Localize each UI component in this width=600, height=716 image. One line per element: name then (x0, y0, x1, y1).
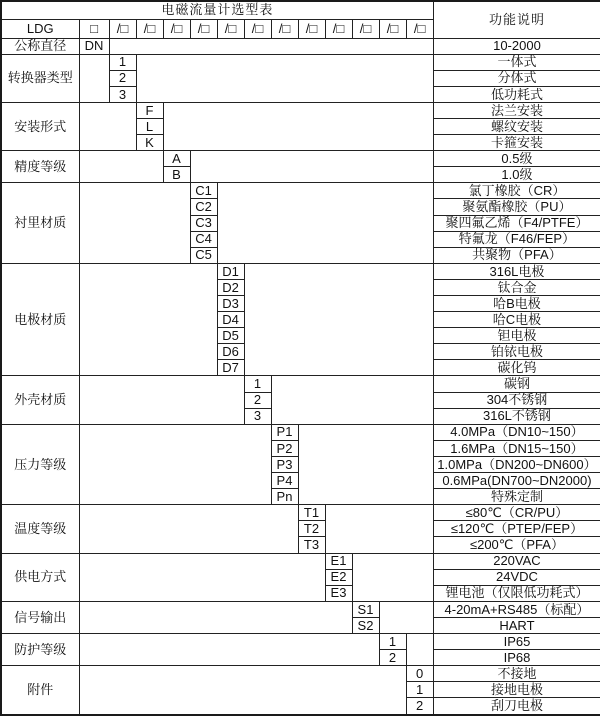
spacer-cell (79, 54, 109, 102)
code-cell: D2 (217, 279, 244, 295)
table-row (1, 263, 600, 279)
spacer-cell (136, 54, 433, 102)
code-cell: E2 (325, 569, 352, 585)
category-label: 供电方式 (1, 553, 79, 601)
desc-cell: 钛合金 (433, 279, 600, 295)
desc-cell: 0.6MPa(DN700~DN2000) (433, 473, 600, 489)
code-cell: 1 (406, 682, 433, 698)
desc-cell: IP65 (433, 633, 600, 649)
desc-cell: 分体式 (433, 70, 600, 86)
code-cell: 2 (406, 698, 433, 715)
desc-cell: 哈B电极 (433, 296, 600, 312)
code-cell: P2 (271, 440, 298, 456)
code-cell: 0 (406, 666, 433, 682)
desc-cell: 钽电极 (433, 328, 600, 344)
code-cell: K (136, 135, 163, 151)
code-cell: L (136, 118, 163, 134)
table-row (1, 601, 600, 617)
code-cell: D1 (217, 263, 244, 279)
code-box: /□ (406, 19, 433, 38)
desc-cell: 特殊定制 (433, 489, 600, 505)
desc-cell: HART (433, 617, 600, 633)
code-box: /□ (163, 19, 190, 38)
category-label: 外壳材质 (1, 376, 79, 424)
desc-cell: 法兰安装 (433, 102, 600, 118)
desc-cell: 低功耗式 (433, 86, 600, 102)
category-label: 防护等级 (1, 633, 79, 665)
table-row (1, 54, 600, 70)
code-cell: C1 (190, 183, 217, 199)
table-row (1, 151, 600, 167)
code-cell: P3 (271, 456, 298, 472)
desc-cell: 碳钢 (433, 376, 600, 392)
code-box: /□ (298, 19, 325, 38)
code-box: /□ (244, 19, 271, 38)
code-cell: 1 (379, 633, 406, 649)
desc-cell: 氯丁橡胶（CR） (433, 183, 600, 199)
desc-cell: 4-20mA+RS485（标配） (433, 601, 600, 617)
spacer-cell (190, 151, 433, 183)
desc-cell: 一体式 (433, 54, 600, 70)
spacer-cell (79, 376, 244, 424)
category-label: 信号输出 (1, 601, 79, 633)
spacer-cell (79, 553, 325, 601)
table-row (1, 424, 600, 440)
code-cell: 2 (379, 650, 406, 666)
desc-cell: 聚氨酯橡胶（PU） (433, 199, 600, 215)
desc-cell: 10-2000 (433, 38, 600, 54)
desc-cell: 1.0级 (433, 167, 600, 183)
code-cell: F (136, 102, 163, 118)
code-cell: T1 (298, 505, 325, 521)
desc-cell: 螺纹安装 (433, 118, 600, 134)
spacer-cell (244, 263, 433, 376)
spacer-cell (79, 633, 379, 665)
table-row (1, 376, 600, 392)
table-row (1, 102, 600, 118)
code-cell: B (163, 167, 190, 183)
spacer-cell (217, 183, 433, 263)
desc-cell: 哈C电极 (433, 312, 600, 328)
spacer-cell (79, 666, 406, 715)
code-cell: C4 (190, 231, 217, 247)
code-cell: 1 (244, 376, 271, 392)
desc-cell: 316L电极 (433, 263, 600, 279)
desc-cell: 锂电池（仅限低功耗式） (433, 585, 600, 601)
table-row (1, 38, 600, 54)
desc-cell: 1.6MPa（DN15~150） (433, 440, 600, 456)
code-cell: P4 (271, 473, 298, 489)
desc-cell: 接地电极 (433, 682, 600, 698)
code-cell: S1 (352, 601, 379, 617)
spacer-cell (163, 102, 433, 150)
code-cell: C3 (190, 215, 217, 231)
code-cell: D7 (217, 360, 244, 376)
desc-cell: 0.5级 (433, 151, 600, 167)
table-row (1, 505, 600, 521)
desc-cell: 304不锈钢 (433, 392, 600, 408)
desc-cell: 特氟龙（F46/FEP） (433, 231, 600, 247)
category-label: 压力等级 (1, 424, 79, 504)
spacer-cell (79, 505, 298, 553)
spacer-cell (79, 183, 190, 263)
desc-cell: 卡箍安装 (433, 135, 600, 151)
code-cell: P1 (271, 424, 298, 440)
code-cell: C5 (190, 247, 217, 263)
desc-cell: 聚四氟乙烯（F4/PTFE） (433, 215, 600, 231)
code-cell: D4 (217, 312, 244, 328)
dn-code-box: □ (79, 19, 109, 38)
code-cell: D3 (217, 296, 244, 312)
spacer-cell (109, 38, 433, 54)
spacer-cell (79, 424, 271, 504)
code-cell: E3 (325, 585, 352, 601)
code-cell: 2 (244, 392, 271, 408)
desc-cell: 4.0MPa（DN10~150） (433, 424, 600, 440)
table-row (1, 553, 600, 569)
desc-cell: ≤80℃（CR/PU） (433, 505, 600, 521)
category-label: 衬里材质 (1, 183, 79, 263)
code-box: /□ (190, 19, 217, 38)
code-cell: C2 (190, 199, 217, 215)
code-cell: T3 (298, 537, 325, 553)
code-cell: T2 (298, 521, 325, 537)
spacer-cell (79, 151, 163, 183)
desc-cell: 1.0MPa（DN200~DN600） (433, 456, 600, 472)
code-cell: 2 (109, 70, 136, 86)
code-cell: S2 (352, 617, 379, 633)
page-title: 电磁流量计选型表 (1, 1, 433, 19)
code-cell: D5 (217, 328, 244, 344)
spacer-cell (79, 601, 352, 633)
spacer-cell (379, 601, 433, 633)
spacer-cell (79, 102, 136, 150)
code-box: /□ (379, 19, 406, 38)
code-cell: D6 (217, 344, 244, 360)
code-cell: E1 (325, 553, 352, 569)
desc-cell: IP68 (433, 650, 600, 666)
code-cell: Pn (271, 489, 298, 505)
table-row (1, 183, 600, 199)
desc-cell: 刮刀电极 (433, 698, 600, 715)
category-label: 公称直径 (1, 38, 79, 54)
category-label: 电极材质 (1, 263, 79, 376)
spacer-cell (271, 376, 433, 424)
code-box: /□ (109, 19, 136, 38)
header-row (1, 1, 600, 19)
code-cell: DN (79, 38, 109, 54)
category-label: 精度等级 (1, 151, 79, 183)
desc-cell: 316L不锈钢 (433, 408, 600, 424)
desc-cell: ≤200℃（PFA） (433, 537, 600, 553)
model-prefix: LDG (1, 19, 79, 38)
desc-cell: 220VAC (433, 553, 600, 569)
code-box: /□ (136, 19, 163, 38)
code-box: /□ (325, 19, 352, 38)
desc-cell: 碳化钨 (433, 360, 600, 376)
category-label: 安装形式 (1, 102, 79, 150)
table-row (1, 666, 600, 682)
code-cell: 3 (109, 86, 136, 102)
code-cell: 1 (109, 54, 136, 70)
code-box: /□ (271, 19, 298, 38)
code-cell: 3 (244, 408, 271, 424)
desc-cell: 不接地 (433, 666, 600, 682)
spacer-cell (298, 424, 433, 504)
code-box: /□ (352, 19, 379, 38)
category-label: 温度等级 (1, 505, 79, 553)
category-label: 附件 (1, 666, 79, 715)
spacer-cell (79, 263, 217, 376)
spacer-cell (352, 553, 433, 601)
function-description-header: 功能说明 (433, 1, 600, 38)
spacer-cell (325, 505, 433, 553)
category-label: 转换器类型 (1, 54, 79, 102)
code-cell: A (163, 151, 190, 167)
table-row (1, 633, 600, 649)
desc-cell: 共聚物（PFA） (433, 247, 600, 263)
desc-cell: 铂铱电极 (433, 344, 600, 360)
spacer-cell (406, 633, 433, 665)
desc-cell: 24VDC (433, 569, 600, 585)
code-box: /□ (217, 19, 244, 38)
desc-cell: ≤120℃（PTEP/FEP） (433, 521, 600, 537)
